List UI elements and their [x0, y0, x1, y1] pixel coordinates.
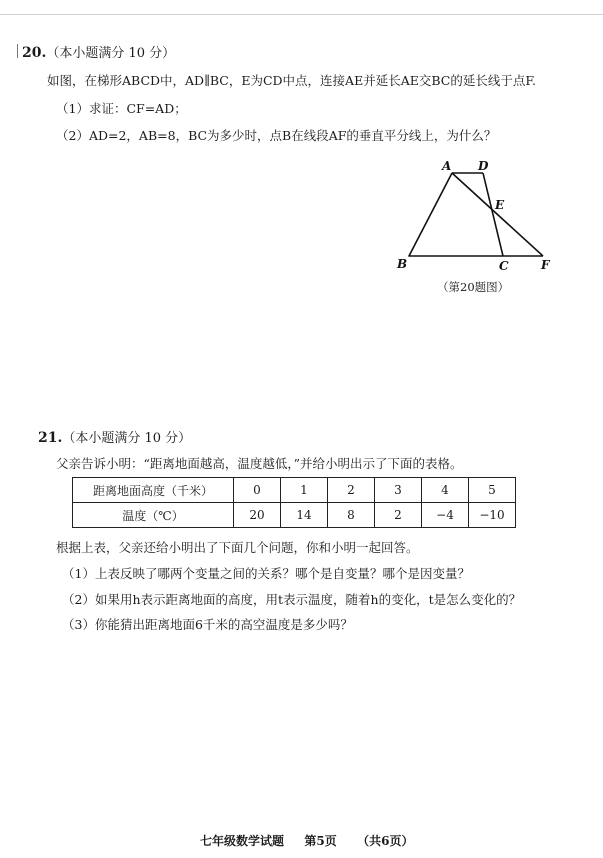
table-cell: 20: [234, 503, 281, 528]
q21-part3: （3）你能猜出距离地面6千米的高空温度是多少吗？: [62, 617, 353, 632]
q20-number: 20.: [22, 45, 47, 61]
segment-af-line: [452, 173, 543, 256]
figure-caption: （第20题图）: [437, 280, 510, 294]
q20-stem: 如图，在梯形ABCD中，AD∥BC，E为CD中点，连接AE并延长AE交BC的延长线于点F.: [47, 73, 537, 88]
q21-part1: （1）上表反映了哪两个变量之间的关系？哪个是自变量？哪个是因变量？: [62, 566, 470, 581]
table-cell: −4: [422, 503, 469, 528]
table-row-temperature: [73, 503, 516, 528]
side-ab-bc-line: [409, 173, 543, 256]
table-cell: 4: [422, 478, 469, 503]
footer-total-pages: （共6页）: [357, 834, 414, 848]
table-cell: 8: [328, 503, 375, 528]
page-footer: [200, 832, 413, 849]
q21-intro: 根据上表，父亲还给小明出了下面几个问题，你和小明一起回答。: [56, 540, 419, 555]
q21-stem: 父亲告诉小明：“距离地面越高，温度越低，”并给小明出示了下面的表格。: [56, 456, 463, 471]
q21-number: 21.: [38, 430, 63, 446]
footer-title: 七年级数学试题: [200, 834, 285, 848]
table-header-temperature: 温度（℃）: [73, 503, 234, 528]
side-dc-line: [483, 173, 503, 256]
table-cell: 5: [469, 478, 516, 503]
table-row-height: [73, 478, 516, 503]
table-cell: 2: [375, 503, 422, 528]
point-c-label: C: [499, 259, 509, 273]
point-d-label: D: [478, 159, 489, 173]
point-f-label: F: [541, 258, 550, 272]
q20-part1: （1）求证：CF=AD；: [56, 101, 187, 116]
trapezoid-figure: [0, 0, 603, 300]
q21-points: （本小题满分 10 分）: [62, 431, 192, 446]
q21-header: [38, 427, 191, 446]
table-cell: 2: [328, 478, 375, 503]
footer-page-number: 第5页: [304, 834, 337, 848]
table-cell: 1: [281, 478, 328, 503]
point-b-label: B: [397, 257, 408, 271]
table-header-height: 距离地面高度（千米）: [73, 478, 234, 503]
table-cell: 14: [281, 503, 328, 528]
point-a-label: A: [442, 159, 452, 173]
q20-points: （本小题满分 10 分）: [46, 46, 176, 61]
height-temperature-table: [72, 477, 516, 528]
table-cell: 0: [234, 478, 281, 503]
q21-part2: （2）如果用h表示距离地面的高度，用t表示温度，随着h的变化，t是怎么变化的？: [62, 592, 522, 607]
q20-part2: （2）AD=2，AB=8，BC为多少时，点B在线段AF的垂直平分线上，为什么？: [56, 128, 497, 143]
table-cell: 3: [375, 478, 422, 503]
table-cell: −10: [469, 503, 516, 528]
point-e-label: E: [495, 198, 505, 212]
